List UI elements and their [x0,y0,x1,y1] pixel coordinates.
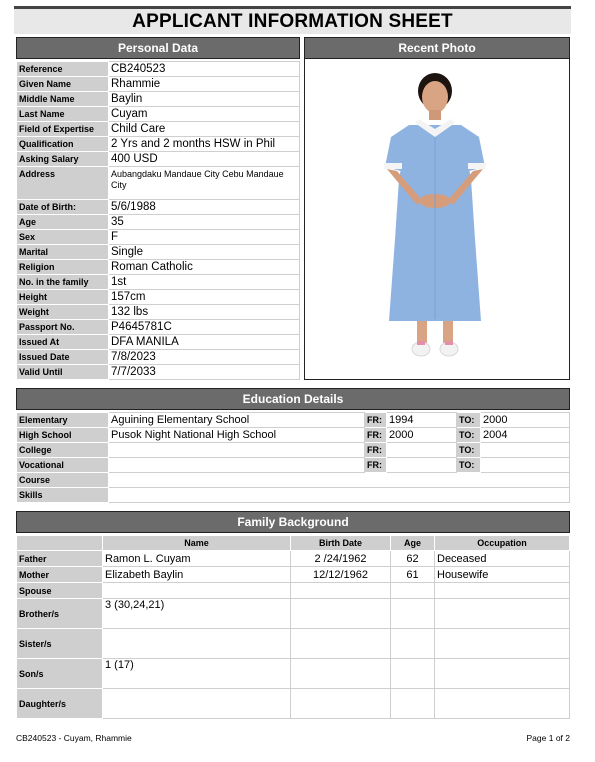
personal-field-label: Given Name [17,77,109,92]
footer-page-number: Page 1 of 2 [526,733,570,743]
personal-field-label: Issued At [17,335,109,350]
skills-label: Skills [17,488,109,503]
personal-field-value: 35 [109,215,300,230]
personal-data-row [17,92,300,107]
personal-data-row [17,200,300,215]
family-header: Family Background [16,511,570,533]
family-member-age [391,659,435,689]
personal-field-label: Issued Date [17,350,109,365]
personal-field-value: F [109,230,300,245]
personal-data-row [17,230,300,245]
to-label: TO: [457,413,481,428]
family-member-name: 3 (30,24,21) [103,599,291,629]
family-member-name [103,689,291,719]
personal-field-label: Last Name [17,107,109,122]
family-row [17,689,570,719]
personal-field-label: Reference [17,62,109,77]
from-year: 1994 [387,413,457,428]
family-member-occupation [435,689,570,719]
from-label: FR: [365,413,387,428]
family-member-name: Elizabeth Baylin [103,567,291,583]
personal-field-value: P4645781C [109,320,300,335]
family-member-age [391,583,435,599]
from-label: FR: [365,458,387,473]
to-label: TO: [457,458,481,473]
family-member-age: 61 [391,567,435,583]
family-member-birthdate [291,689,391,719]
to-year: 2000 [481,413,570,428]
to-label: TO: [457,428,481,443]
personal-field-label: Field of Expertise [17,122,109,137]
personal-field-label: Sex [17,230,109,245]
family-member-name [103,629,291,659]
personal-data-row [17,245,300,260]
personal-field-label: Height [17,290,109,305]
personal-data-row [17,62,300,77]
family-member-birthdate [291,629,391,659]
family-member-age: 62 [391,551,435,567]
recent-photo-header: Recent Photo [304,37,570,59]
family-column-header: Age [391,536,435,551]
family-member-birthdate: 12/12/1962 [291,567,391,583]
from-year [387,443,457,458]
from-label: FR: [365,443,387,458]
family-relation-column-header [17,536,103,551]
education-level-label: Elementary [17,413,109,428]
family-member-occupation [435,583,570,599]
school-name [109,443,365,458]
personal-field-label: Weight [17,305,109,320]
personal-data-row [17,335,300,350]
personal-field-label: Qualification [17,137,109,152]
family-row [17,567,570,583]
family-member-age [391,599,435,629]
family-member-name: Ramon L. Cuyam [103,551,291,567]
school-name [109,458,365,473]
footer-reference: CB240523 - Cuyam, Rhammie [16,733,132,743]
personal-data-row [17,320,300,335]
family-column-header: Birth Date [291,536,391,551]
family-member-occupation [435,599,570,629]
personal-data-row [17,77,300,92]
education-table [16,412,570,503]
personal-field-value: 7/8/2023 [109,350,300,365]
education-row [17,428,570,443]
school-name: Aguining Elementary School [109,413,365,428]
family-member-birthdate [291,599,391,629]
personal-field-value: 2 Yrs and 2 months HSW in Phil [109,137,300,152]
personal-data-header: Personal Data [16,37,300,59]
family-relation-label: Brother/s [17,599,103,629]
family-relation-label: Father [17,551,103,567]
to-label: TO: [457,443,481,458]
education-course-row [17,473,570,488]
personal-field-label: Address [17,167,109,200]
personal-field-value: 1st [109,275,300,290]
personal-data-row [17,290,300,305]
personal-field-value: Baylin [109,92,300,107]
education-level-label: Vocational [17,458,109,473]
personal-field-value: 157cm [109,290,300,305]
personal-field-label: Valid Until [17,365,109,380]
personal-data-row [17,167,300,200]
family-member-birthdate [291,659,391,689]
personal-field-label: Religion [17,260,109,275]
personal-field-value: Rhammie [109,77,300,92]
personal-field-label: Passport No. [17,320,109,335]
personal-data-row [17,215,300,230]
to-year [481,458,570,473]
family-row [17,659,570,689]
personal-data-table [16,61,300,380]
personal-field-value: 132 lbs [109,305,300,320]
applicant-photo [304,58,570,380]
family-member-age [391,689,435,719]
school-name: Pusok Night National High School [109,428,365,443]
education-row [17,458,570,473]
family-row [17,599,570,629]
personal-data-row [17,107,300,122]
family-member-age [391,629,435,659]
personal-field-label: Age [17,215,109,230]
family-relation-label: Sister/s [17,629,103,659]
family-member-occupation: Deceased [435,551,570,567]
personal-data-row [17,275,300,290]
personal-field-value: Single [109,245,300,260]
from-year: 2000 [387,428,457,443]
personal-field-label: Middle Name [17,92,109,107]
personal-data-row [17,260,300,275]
applicant-photo-illustration [305,59,568,378]
personal-field-value: CB240523 [109,62,300,77]
education-skills-row [17,488,570,503]
personal-field-value: Child Care [109,122,300,137]
from-year [387,458,457,473]
from-label: FR: [365,428,387,443]
to-year [481,443,570,458]
family-row [17,629,570,659]
family-relation-label: Spouse [17,583,103,599]
course-label: Course [17,473,109,488]
family-column-header: Name [103,536,291,551]
family-row [17,583,570,599]
personal-data-row [17,350,300,365]
personal-field-label: Asking Salary [17,152,109,167]
personal-field-value: Cuyam [109,107,300,122]
education-row [17,413,570,428]
personal-data-row [17,365,300,380]
family-table [16,535,570,719]
family-member-occupation [435,659,570,689]
family-member-occupation: Housewife [435,567,570,583]
skills-value [109,488,570,503]
personal-field-label: Marital [17,245,109,260]
personal-field-value: 7/7/2033 [109,365,300,380]
personal-field-value: DFA MANILA [109,335,300,350]
course-value [109,473,570,488]
personal-data-row [17,305,300,320]
personal-field-label: No. in the family [17,275,109,290]
education-row [17,443,570,458]
to-year: 2004 [481,428,570,443]
personal-data-row [17,122,300,137]
family-member-birthdate: 2 /24/1962 [291,551,391,567]
family-member-occupation [435,629,570,659]
family-member-name: 1 (17) [103,659,291,689]
family-member-birthdate [291,583,391,599]
education-header: Education Details [16,388,570,410]
personal-data-row [17,152,300,167]
education-level-label: College [17,443,109,458]
page-title: APPLICANT INFORMATION SHEET [14,6,571,34]
family-column-header: Occupation [435,536,570,551]
family-relation-label: Son/s [17,659,103,689]
family-member-name [103,583,291,599]
personal-field-value: 5/6/1988 [109,200,300,215]
personal-data-row [17,137,300,152]
family-row [17,551,570,567]
family-relation-label: Daughter/s [17,689,103,719]
family-relation-label: Mother [17,567,103,583]
personal-field-value: Roman Catholic [109,260,300,275]
personal-field-value: Aubangdaku Mandaue City Cebu Mandaue City [109,167,300,200]
personal-field-value: 400 USD [109,152,300,167]
personal-field-label: Date of Birth: [17,200,109,215]
education-level-label: High School [17,428,109,443]
